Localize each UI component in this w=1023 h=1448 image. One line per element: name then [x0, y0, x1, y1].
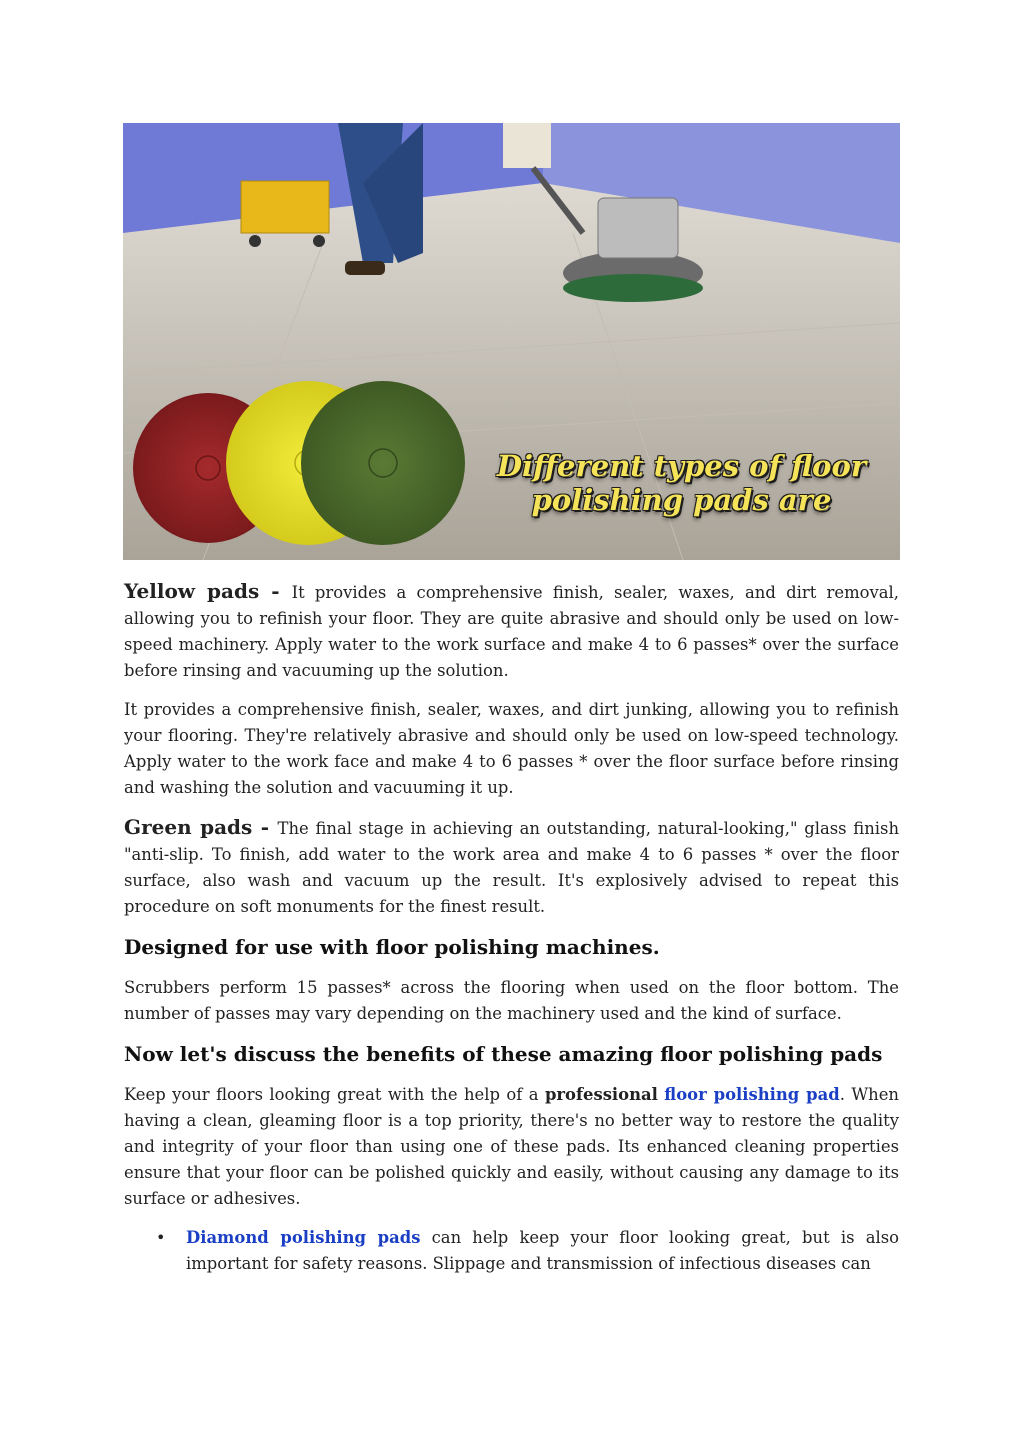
yellow-pads-dash: -: [259, 579, 292, 603]
paragraph-4-end: . When having a clean, gleaming floor is a top priority, there's no better way to restore the quality and integrity of your floor than using one of these pads. Its enhanced cleaning properties ensure that your floor can be polished quickly and easily, without causing any damage to its surface or adhesives.: [124, 1085, 899, 1208]
hero-image: [123, 123, 900, 560]
yellow-pads-paragraph: [124, 578, 899, 684]
paragraph-4-start: Keep your floors looking great with the help of a: [124, 1085, 545, 1104]
yellow-pads-title: Yellow pads: [124, 579, 260, 603]
paragraph-3: Scrubbers perform 15 passes* across the flooring when used on the floor bottom. The number of passes may vary depending on the machinery used and the kind of surface.: [124, 978, 899, 1023]
floor-polishing-pad-link[interactable]: floor polishing pad: [664, 1085, 840, 1104]
yellow-pads-text: It provides a comprehensive finish, sealer, waxes, and dirt removal, allowing you to refinish your floor. They are quite abrasive and should only be used on low-speed machinery. Apply water to the work surface and make 4 to 6 passes* over the surface before rinsing and vacuuming up the solution.: [124, 583, 899, 680]
list-item: [124, 1225, 899, 1277]
section-heading-machines: Designed for use with floor polishing machines.: [124, 935, 660, 959]
diamond-polishing-pads-link[interactable]: Diamond polishing pads: [186, 1228, 421, 1247]
bullet-icon: •: [156, 1228, 166, 1247]
paragraph-2: It provides a comprehensive finish, sealer, waxes, and dirt junking, allowing you to refinish your flooring. They're relatively abrasive and should only be used on low-speed technology. Apply water to the work face and make 4 to 6 passes * over the floor surface before rinsing and washing the solution and vacuuming it up.: [124, 700, 899, 797]
hero-caption: [463, 449, 900, 517]
paragraph-4: [124, 1082, 899, 1212]
green-pads-title: Green pads: [124, 815, 253, 839]
article-body: [124, 578, 899, 1277]
paragraph-4-bold: professional: [544, 1085, 658, 1104]
hero-caption-line2: polishing pads are: [531, 483, 832, 517]
bullet-text: can help keep your floor looking great, but is also important for safety reasons. Slippage and transmission of infectious diseases can: [186, 1228, 899, 1273]
hero-caption-line1: Different types of floor: [496, 449, 867, 483]
benefits-list: [124, 1225, 899, 1277]
green-pads-dash: -: [252, 815, 278, 839]
section-heading-benefits: Now let's discuss the benefits of these amazing floor polishing pads: [124, 1042, 883, 1066]
green-pads-paragraph: [124, 814, 899, 920]
green-pads-text: The final stage in achieving an outstanding, natural-looking," glass finish "anti-slip. To finish, add water to the work area and make 4 to 6 passes * over the floor surface, also wash and vacuum up the result. It's explosively advised to repeat this procedure on soft monuments for the finest result.: [124, 819, 900, 916]
green-pad-icon: [301, 381, 465, 545]
